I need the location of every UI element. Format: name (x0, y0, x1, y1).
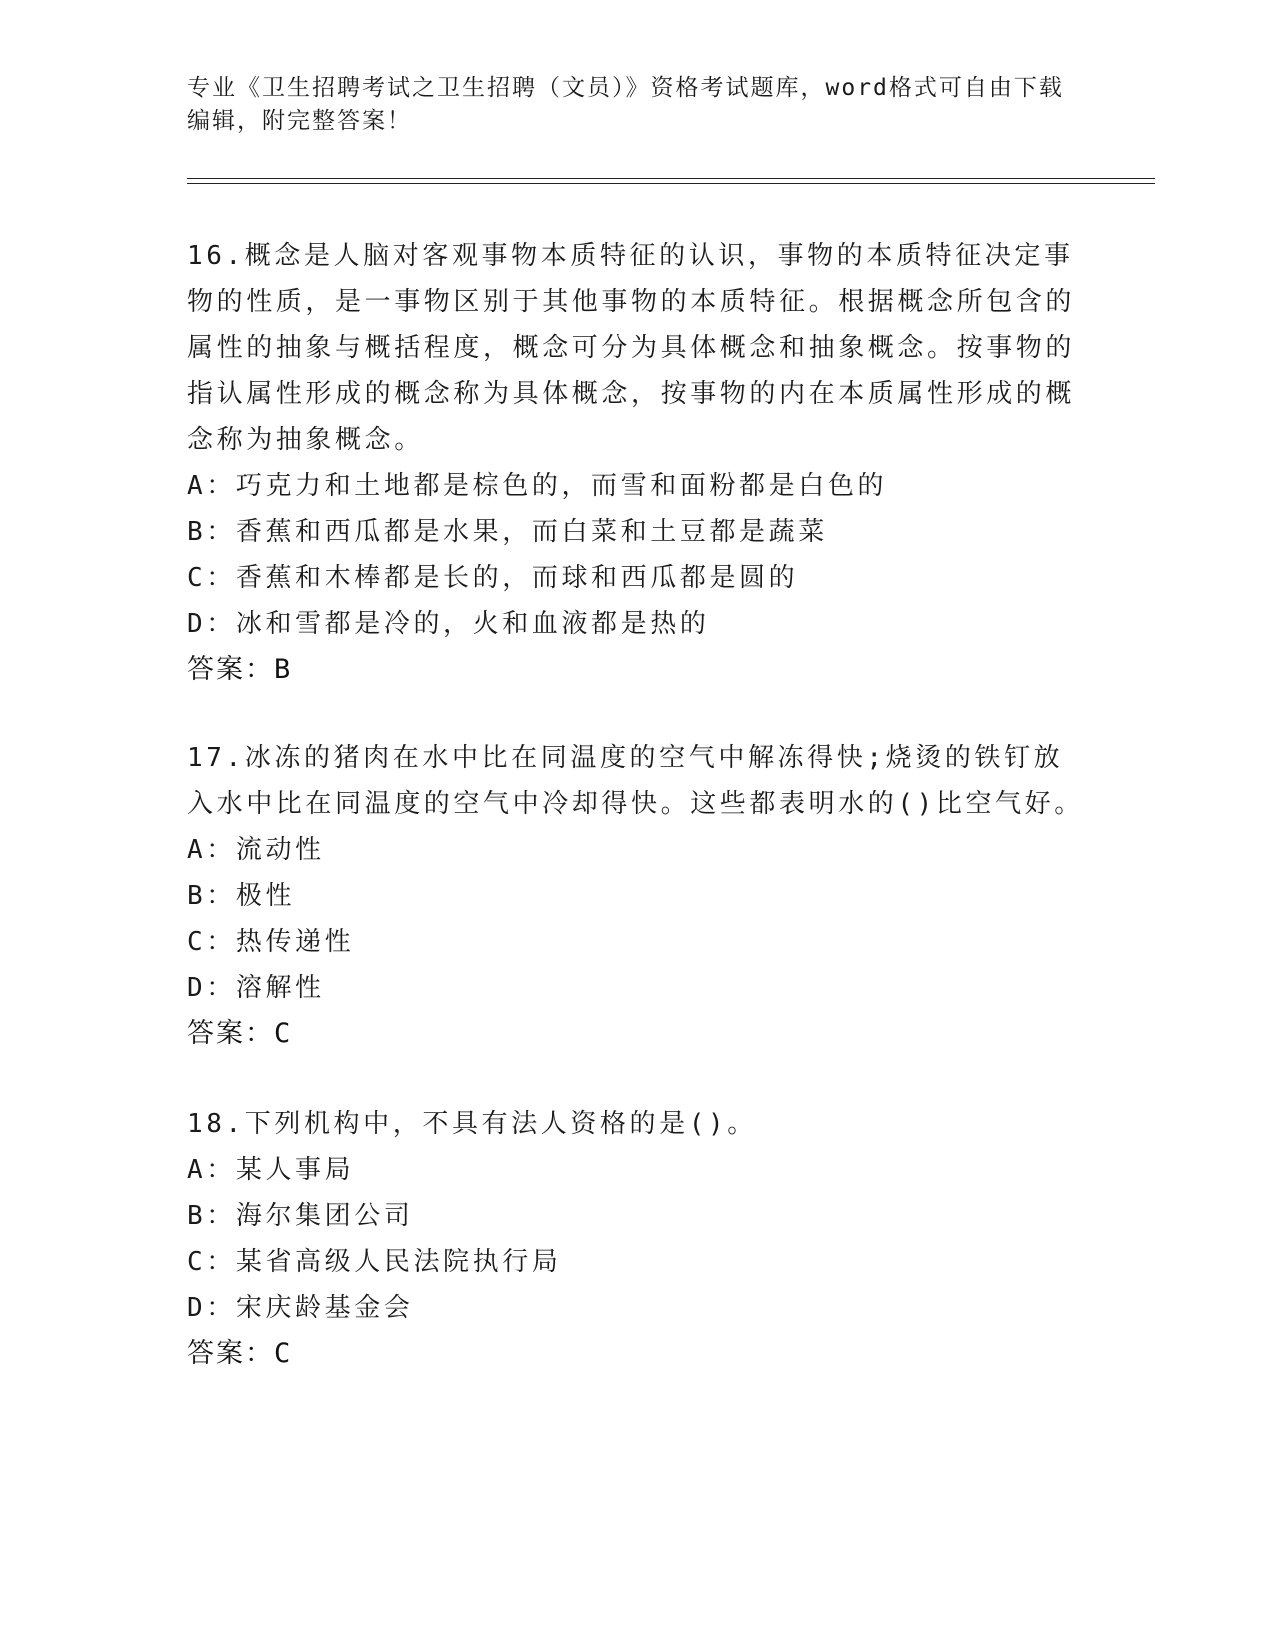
question-18 (187, 1101, 1087, 1377)
option-d: D：溶解性 (187, 973, 325, 1003)
document-header (187, 72, 1087, 138)
header-divider-bottom (187, 183, 1155, 184)
option-c: C：香蕉和木棒都是长的，而球和西瓜都是圆的 (187, 563, 799, 593)
question-17 (187, 735, 1087, 1057)
header-line-1: 专业《卫生招聘考试之卫生招聘（文员）》资格考试题库，word格式可自由下载 (187, 75, 1064, 101)
option-c: C：热传递性 (187, 927, 355, 957)
question-stem: 18.下列机构中，不具有法人资格的是()。 (187, 1109, 757, 1139)
option-a: A：某人事局 (187, 1155, 355, 1185)
answer-label: 答案：B (187, 654, 293, 685)
option-d: D：宋庆龄基金会 (187, 1293, 414, 1323)
question-stem: 16.概念是人脑对客观事物本质特征的认识，事物的本质特征决定事物的性质，是一事物区别于其他事物的本质特征。根据概念所包含的属性的抽象与概括程度，概念可分为具体概念和抽象概念。按事物的指认属性形成的概念称为具体概念，按事物的内在本质属性形成的概念称为抽象概念。 (187, 241, 1076, 455)
option-b: B：极性 (187, 881, 296, 911)
option-a: A：流动性 (187, 835, 325, 865)
option-b: B：香蕉和西瓜都是水果，而白菜和土豆都是蔬菜 (187, 517, 828, 547)
answer-label: 答案：C (187, 1018, 293, 1049)
option-d: D：冰和雪都是冷的，火和血液都是热的 (187, 609, 710, 639)
option-a: A：巧克力和土地都是棕色的，而雪和面粉都是白色的 (187, 471, 888, 501)
answer-label: 答案：C (187, 1338, 293, 1369)
header-line-2: 编辑，附完整答案！ (187, 108, 412, 134)
header-divider-top (187, 178, 1155, 179)
question-stem: 17.冰冻的猪肉在水中比在同温度的空气中解冻得快;烧烫的铁钉放入水中比在同温度的空气中冷却得快。这些都表明水的()比空气好。 (187, 743, 1084, 819)
option-b: B：海尔集团公司 (187, 1201, 414, 1231)
option-c: C：某省高级人民法院执行局 (187, 1247, 562, 1277)
question-16 (187, 233, 1087, 693)
